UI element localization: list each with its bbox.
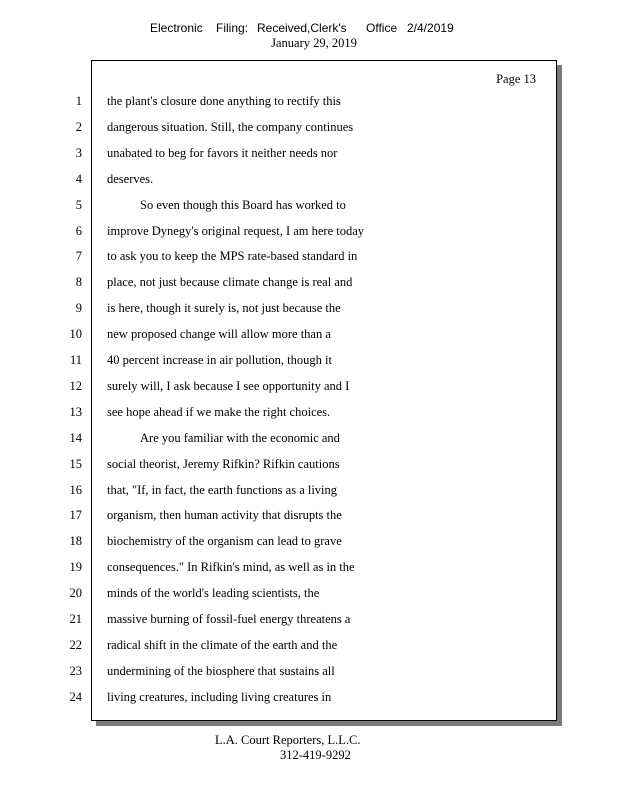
footer-phone: 312-419-9292 — [280, 748, 351, 762]
transcript-line — [0, 638, 618, 658]
line-number: 14 — [69, 430, 82, 445]
line-number: 23 — [69, 663, 82, 678]
line-text: organism, then human activity that disrupts the — [107, 508, 342, 523]
line-number: 5 — [75, 197, 82, 212]
line-number: 17 — [69, 508, 82, 523]
line-text: 40 percent increase in air pollution, though it — [107, 353, 332, 367]
line-number: 3 — [75, 145, 82, 160]
transcript-line — [0, 586, 618, 606]
line-text: surely will, I ask because I see opportunity and I — [107, 378, 350, 393]
transcript-line — [0, 301, 618, 321]
transcript-line — [0, 275, 618, 295]
line-text: see hope ahead if we make the right choices. — [107, 404, 331, 419]
filing-stamp — [0, 21, 618, 37]
line-number: 9 — [75, 301, 82, 316]
line-text: So even though this Board has worked to — [140, 197, 346, 212]
transcript-line — [0, 405, 618, 425]
transcript-line — [0, 94, 618, 114]
line-number: 2 — [75, 119, 82, 134]
line-text: dangerous situation. Still, the company continues — [107, 119, 354, 134]
transcript-line — [0, 612, 618, 632]
line-text: unabated to beg for favors it neither needs nor — [107, 145, 338, 160]
line-text: is here, though it surely is, not just because the — [107, 301, 341, 316]
transcript-line — [0, 508, 618, 528]
stamp-filing: Filing: — [216, 21, 249, 35]
transcript-line — [0, 690, 618, 710]
line-text: Are you familiar with the economic and — [140, 430, 340, 445]
line-text: that, "If, in fact, the earth functions as a living — [107, 482, 338, 497]
line-text: deserves. — [107, 171, 154, 186]
transcript-line — [0, 327, 618, 347]
line-number: 11 — [69, 353, 82, 367]
line-number: 8 — [75, 275, 82, 290]
stamp-electronic: Electronic — [150, 21, 203, 35]
transcript-line — [0, 120, 618, 140]
line-text: consequences." In Rifkin's mind, as well as in the — [107, 560, 355, 575]
line-number: 6 — [75, 223, 82, 238]
line-number: 16 — [69, 482, 82, 497]
line-number: 10 — [69, 327, 82, 342]
stamp-date: 2/4/2019 — [407, 21, 454, 35]
footer-company: L.A. Court Reporters, L.L.C. — [215, 733, 361, 747]
line-text: the plant's closure done anything to rectify this — [107, 94, 341, 108]
line-number: 4 — [75, 171, 82, 186]
transcript-line — [0, 379, 618, 399]
line-number: 7 — [75, 249, 82, 264]
line-text: living creatures, including living creatures in — [107, 689, 332, 704]
line-text: social theorist, Jeremy Rifkin? Rifkin cautions — [107, 456, 340, 471]
line-number: 20 — [69, 586, 82, 601]
transcript-line — [0, 353, 618, 373]
transcript-line — [0, 457, 618, 477]
line-number: 15 — [69, 456, 82, 471]
line-number: 18 — [69, 534, 82, 549]
line-text: undermining of the biosphere that sustains all — [107, 663, 335, 678]
line-text: new proposed change will allow more than a — [107, 327, 331, 342]
line-number: 24 — [69, 689, 82, 704]
transcript-line — [0, 172, 618, 192]
transcript-line — [0, 249, 618, 269]
line-text: biochemistry of the organism can lead to grave — [107, 534, 342, 549]
line-number: 1 — [75, 94, 82, 108]
line-number: 22 — [69, 637, 82, 652]
hearing-date: January 29, 2019 — [271, 36, 357, 50]
transcript-line — [0, 560, 618, 580]
stamp-office: Office — [366, 21, 398, 35]
page-number: Page 13 — [496, 72, 536, 86]
line-number: 19 — [69, 560, 82, 575]
transcript-line — [0, 224, 618, 244]
line-number: 13 — [69, 404, 82, 419]
line-number: 21 — [69, 612, 82, 626]
line-text: radical shift in the climate of the earth and the — [107, 637, 338, 652]
transcript-line — [0, 664, 618, 684]
line-text: improve Dynegy's original request, I am here today — [107, 223, 365, 238]
line-text: minds of the world's leading scientists, the — [107, 586, 320, 601]
line-text: to ask you to keep the MPS rate-based standard in — [107, 249, 358, 264]
line-text: place, not just because climate change is real and — [107, 275, 353, 290]
stamp-received: Received,Clerk's — [257, 21, 347, 35]
transcript-line — [0, 146, 618, 166]
line-text: massive burning of fossil-fuel energy threatens a — [107, 612, 351, 626]
transcript-line — [0, 483, 618, 503]
transcript-line — [0, 534, 618, 554]
line-number: 12 — [69, 378, 82, 393]
transcript-line — [0, 198, 618, 218]
transcript-line — [0, 431, 618, 451]
